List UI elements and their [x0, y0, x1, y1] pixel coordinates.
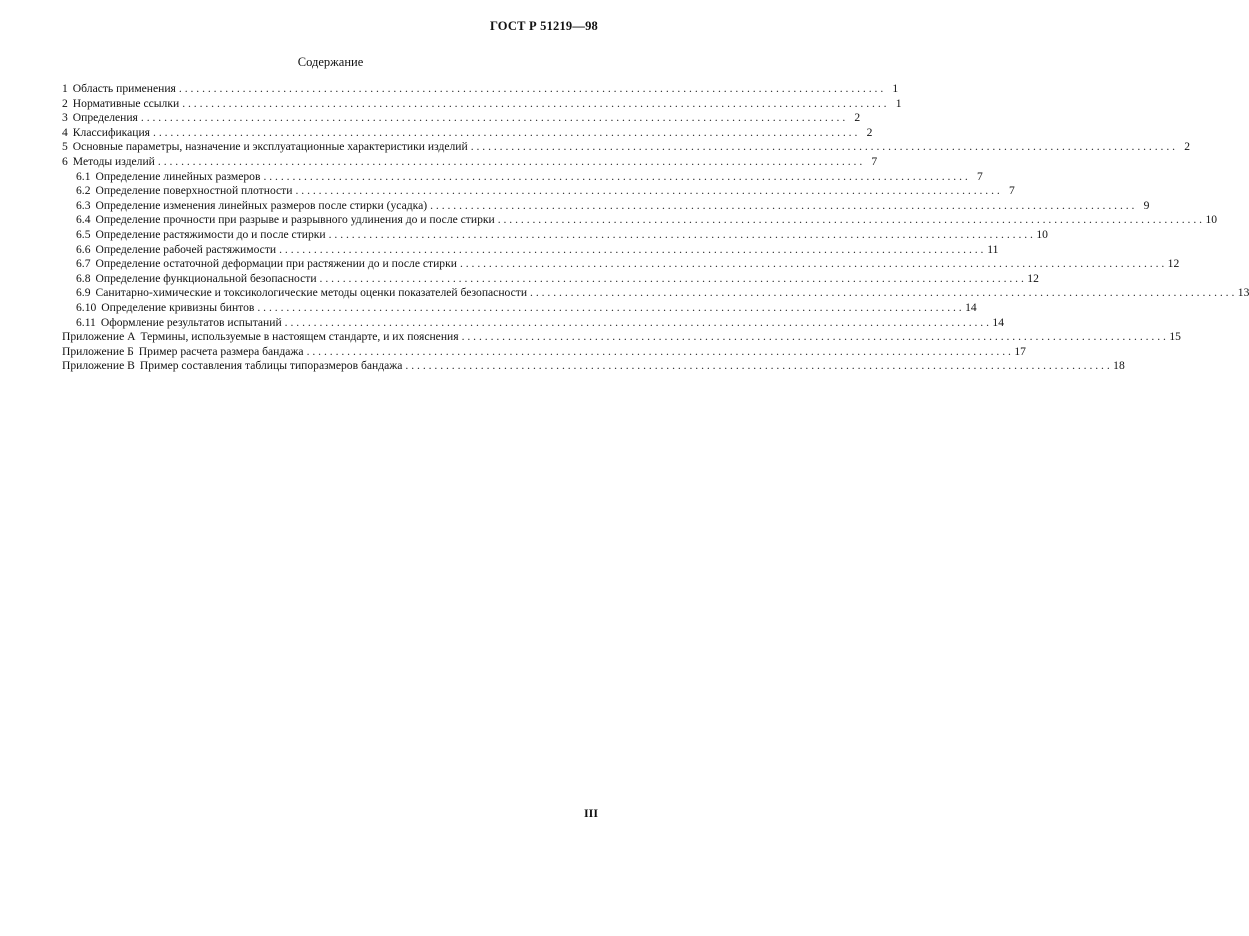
toc-entry-page: 12	[1167, 257, 1180, 271]
toc-dot-leader	[153, 126, 857, 141]
toc-entry[interactable]	[62, 359, 1125, 374]
toc-dot-leader	[430, 199, 1134, 214]
toc-entry-page: 9	[1143, 198, 1150, 212]
toc-dot-leader	[329, 228, 1033, 243]
toc-entry[interactable]	[62, 169, 983, 185]
table-of-contents	[62, 82, 1249, 374]
document-code: ГОСТ Р 51219—98	[489, 19, 598, 33]
toc-entry[interactable]	[62, 344, 1026, 360]
toc-entry-number: 6.2	[76, 184, 91, 198]
toc-entry-page: 10	[1036, 227, 1048, 241]
toc-entry-number: 2	[62, 96, 68, 110]
toc-dot-leader	[141, 111, 845, 126]
toc-entry-number: 6.4	[76, 213, 91, 227]
toc-entry-page: 1	[892, 82, 899, 95]
toc-entry[interactable]	[62, 300, 977, 316]
toc-entry-page: 15	[1169, 330, 1181, 344]
toc-entry-title: Термины, используемые в настоящем стандарте, и их пояснения	[140, 330, 459, 344]
toc-entry-title: Основные параметры, назначение и эксплуатационные характеристики изделий	[72, 140, 468, 154]
toc-dot-leader	[530, 286, 1234, 301]
toc-entry-title: Определение изменения линейных размеров после стирки (усадка)	[95, 198, 428, 212]
toc-entry-title: Определение функциональной безопасности	[95, 271, 317, 285]
toc-entry-title: Определение кривизны бинтов	[101, 300, 255, 314]
toc-entry-number: 6	[62, 154, 68, 168]
toc-entry[interactable]	[62, 111, 861, 126]
toc-entry[interactable]	[62, 184, 1015, 199]
toc-entry-number: 1	[62, 82, 68, 95]
toc-entry-page: 14	[965, 300, 977, 314]
toc-entry-page: 7	[871, 154, 878, 168]
toc-entry-page: 17	[1014, 344, 1026, 358]
toc-entry[interactable]	[62, 257, 1180, 272]
toc-entry-page: 12	[1027, 271, 1039, 285]
toc-entry-title: Пример расчета размера бандажа	[138, 344, 304, 358]
toc-entry-number: 6.9	[76, 286, 91, 300]
toc-entry[interactable]	[62, 82, 899, 97]
toc-entry-number: 6.3	[76, 198, 91, 212]
toc-entry-title: Определение рабочей растяжимости	[95, 242, 277, 256]
toc-entry-page: 10	[1205, 213, 1218, 227]
toc-entry-page: 1	[895, 96, 902, 110]
toc-entry[interactable]	[62, 330, 1181, 345]
toc-dot-leader	[498, 213, 1202, 228]
toc-entry[interactable]	[62, 227, 1048, 243]
toc-entry-number: 4	[62, 125, 68, 139]
toc-dot-leader	[285, 316, 989, 331]
page-number: III	[583, 806, 598, 820]
toc-entry-title: Пример составления таблицы типоразмеров бандажа	[139, 359, 403, 373]
toc-entry-page: 2	[1184, 140, 1191, 154]
toc-dot-leader	[257, 301, 961, 316]
toc-dot-leader	[405, 359, 1109, 374]
toc-entry-number: 6.6	[76, 242, 91, 256]
toc-dot-leader	[158, 155, 862, 170]
toc-dot-leader	[279, 243, 983, 258]
toc-entry-title: Определение растяжимости до и после стирки	[95, 227, 326, 241]
toc-entry-number: 6.5	[76, 227, 91, 241]
toc-entry-title: Нормативные ссылки	[72, 96, 180, 110]
toc-entry-page: 13	[1237, 286, 1249, 300]
toc-entry-page: 2	[854, 111, 861, 125]
toc-entry-title: Определения	[72, 111, 138, 125]
toc-dot-leader	[471, 140, 1175, 155]
toc-entry[interactable]	[62, 242, 999, 258]
toc-entry-title: Методы изделий	[72, 154, 155, 168]
toc-entry-page: 18	[1113, 359, 1125, 373]
toc-entry-number: Приложение В	[62, 359, 135, 373]
toc-entry-number: 6.1	[76, 169, 91, 183]
toc-dot-leader	[307, 345, 1011, 360]
toc-entry-title: Определение поверхностной плотности	[95, 184, 293, 198]
toc-entry-title: Определение остаточной деформации при растяжении до и после стирки	[95, 257, 457, 271]
toc-dot-leader	[462, 330, 1166, 345]
toc-entry-title: Область применения	[72, 82, 176, 95]
toc-entry[interactable]	[62, 125, 873, 141]
toc-entry-number: Приложение Б	[62, 344, 134, 358]
toc-entry-number: Приложение А	[62, 330, 136, 344]
toc-entry[interactable]	[62, 213, 1218, 228]
toc-entry-number: 3	[62, 111, 68, 125]
toc-dot-leader	[320, 272, 1024, 287]
toc-entry-page: 2	[866, 125, 873, 139]
toc-entry-number: 6.11	[76, 315, 96, 329]
toc-entry-title: Оформление результатов испытаний	[100, 315, 282, 329]
toc-dot-leader	[182, 97, 886, 112]
toc-entry[interactable]	[62, 315, 1004, 331]
toc-entry-title: Классификация	[72, 125, 151, 139]
toc-entry[interactable]	[62, 96, 902, 112]
toc-entry-page: 7	[976, 169, 983, 183]
toc-dot-leader	[460, 257, 1164, 272]
toc-title: Содержание	[297, 55, 364, 69]
toc-entry-number: 6.8	[76, 271, 91, 285]
toc-dot-leader	[295, 184, 999, 199]
toc-entry[interactable]	[62, 140, 1191, 155]
toc-entry-number: 6.10	[76, 300, 97, 314]
toc-entry-title: Определение линейных размеров	[95, 169, 261, 183]
toc-entry-title: Определение прочности при разрыве и разрывного удлинения до и после стирки	[95, 213, 495, 227]
toc-dot-leader	[263, 170, 967, 185]
toc-entry-page: 11	[987, 242, 999, 256]
toc-entry-title: Санитарно-химические и токсикологические методы оценки показателей безопасности	[95, 286, 528, 300]
toc-dot-leader	[179, 82, 883, 97]
toc-entry-page: 14	[992, 315, 1004, 329]
toc-entry-number: 5	[62, 140, 68, 154]
toc-entry-number: 6.7	[76, 257, 91, 271]
toc-entry[interactable]	[62, 271, 1039, 287]
toc-entry[interactable]	[62, 286, 1249, 301]
toc-entry[interactable]	[62, 198, 1150, 214]
toc-entry-page: 7	[1009, 184, 1015, 198]
toc-entry[interactable]	[62, 154, 878, 170]
